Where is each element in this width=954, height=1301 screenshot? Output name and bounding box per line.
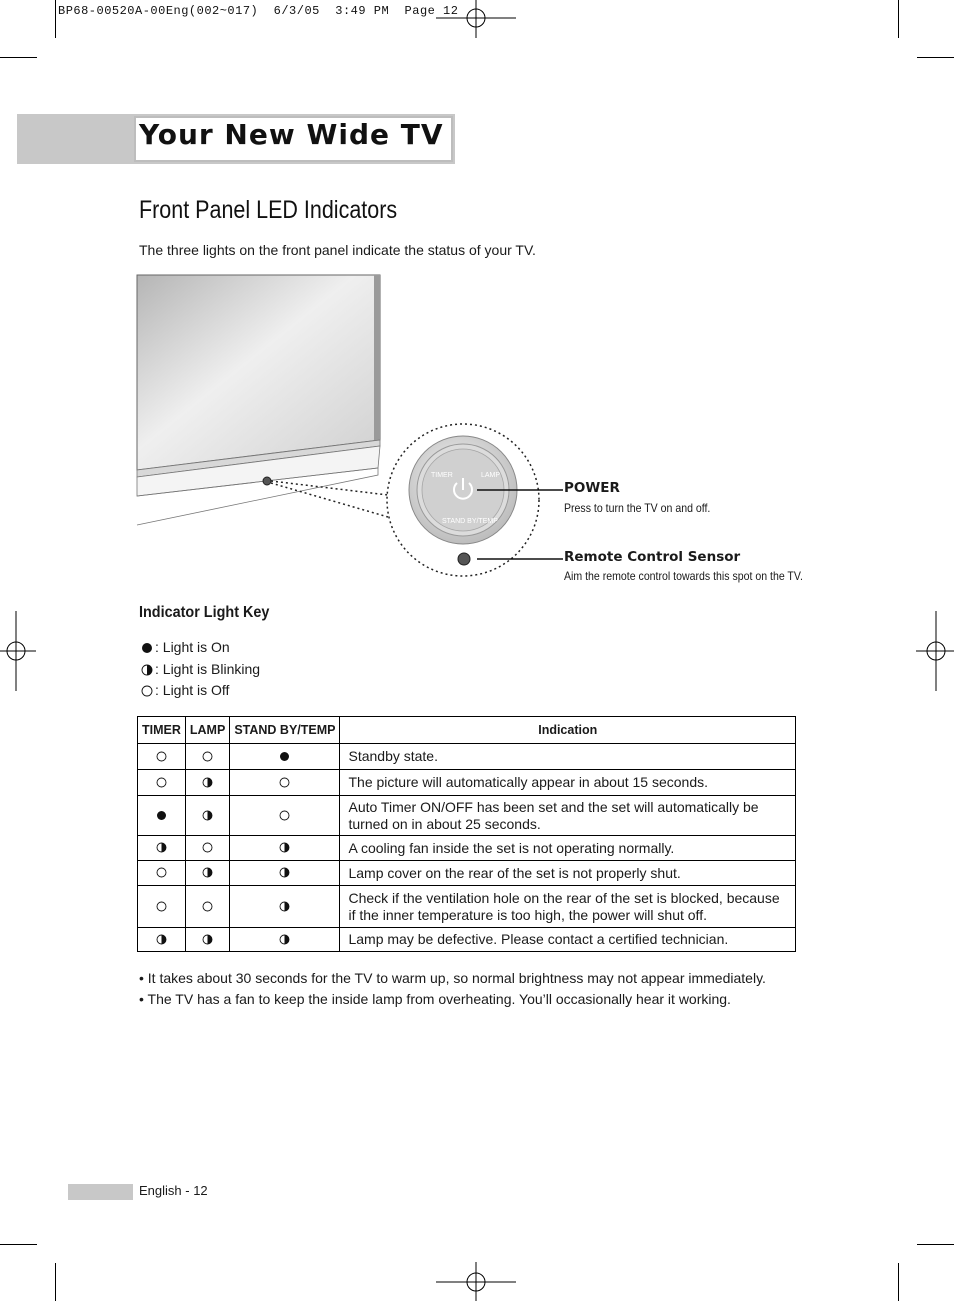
- led-on-icon: [279, 751, 290, 762]
- key-label-off: : Light is Off: [155, 682, 230, 698]
- key-item-on: [141, 639, 230, 655]
- led-blink-icon: [279, 867, 290, 878]
- led-off-icon: [141, 684, 153, 696]
- led-off-icon: [156, 777, 167, 788]
- header-lamp: LAMP: [185, 717, 229, 744]
- lamp-cell: [185, 744, 229, 770]
- led-blink-icon: [279, 934, 290, 945]
- led-blink-icon: [202, 867, 213, 878]
- lamp-cell: [185, 796, 229, 836]
- table-row: [138, 886, 796, 928]
- standby-cell: [230, 886, 340, 928]
- led-off-icon: [156, 867, 167, 878]
- header-indication: Indication: [340, 717, 796, 744]
- timer-cell: [138, 861, 186, 886]
- sensor-callout-desc: Aim the remote control towards this spot on the TV.: [564, 569, 803, 583]
- lamp-cell: [185, 770, 229, 796]
- key-item-blink: [141, 661, 260, 677]
- page-title: Your New Wide TV: [139, 118, 444, 151]
- table-row: [138, 744, 796, 770]
- led-on-icon: [156, 810, 167, 821]
- indication-cell: The picture will automatically appear in about 15 seconds.: [340, 770, 796, 796]
- led-blink-icon: [279, 901, 290, 912]
- lamp-led-label: LAMP: [481, 472, 501, 479]
- timer-cell: [138, 796, 186, 836]
- standby-cell: [230, 836, 340, 861]
- led-blink-icon: [202, 810, 213, 821]
- note-fan: • The TV has a fan to keep the inside lamp from overheating. You’ll occasionally hear it working.: [139, 991, 731, 1007]
- led-blink-icon: [202, 777, 213, 788]
- timer-cell: [138, 886, 186, 928]
- lamp-cell: [185, 861, 229, 886]
- note-warm-up: • It takes about 30 seconds for the TV to warm up, so normal brightness may not appear immediately.: [139, 970, 766, 986]
- table-row: [138, 861, 796, 886]
- led-blink-icon: [156, 842, 167, 853]
- power-callout-title: POWER: [564, 480, 620, 496]
- table-row: [138, 836, 796, 861]
- led-off-icon: [202, 751, 213, 762]
- table-row: [138, 928, 796, 952]
- lamp-cell: [185, 886, 229, 928]
- standby-cell: [230, 744, 340, 770]
- power-callout-desc: Press to turn the TV on and off.: [564, 501, 711, 515]
- led-on-icon: [141, 641, 153, 653]
- timer-cell: [138, 770, 186, 796]
- timer-cell: [138, 744, 186, 770]
- standby-led-label: STAND BY/TEMP: [442, 518, 498, 525]
- timer-led-label: TIMER: [431, 472, 453, 479]
- indication-cell: Check if the ventilation hole on the rear of the set is blocked, because if the inner temperature is too high, the power will shut off.: [340, 886, 796, 928]
- key-label-blink: : Light is Blinking: [155, 661, 261, 677]
- front-panel-illustration: [130, 270, 930, 590]
- led-blink-icon: [156, 934, 167, 945]
- indication-cell: Lamp may be defective. Please contact a certified technician.: [340, 928, 796, 952]
- indicator-table: [137, 716, 796, 952]
- lamp-cell: [185, 928, 229, 952]
- key-title: Indicator Light Key: [139, 604, 270, 621]
- led-off-icon: [156, 901, 167, 912]
- header-timer: TIMER: [138, 717, 186, 744]
- standby-cell: [230, 861, 340, 886]
- led-blink-icon: [279, 842, 290, 853]
- intro-text: The three lights on the front panel indicate the status of your TV.: [139, 242, 536, 258]
- footer-bar: [68, 1184, 133, 1200]
- table-header-row: [138, 717, 796, 744]
- standby-cell: [230, 770, 340, 796]
- indication-cell: Standby state.: [340, 744, 796, 770]
- timer-cell: [138, 928, 186, 952]
- led-off-icon: [156, 751, 167, 762]
- led-off-icon: [202, 901, 213, 912]
- key-label-on: : Light is On: [155, 639, 230, 655]
- print-header: BP68-00520A-00Eng(002~017) 6/3/05 3:49 PM Page 12: [58, 4, 459, 18]
- standby-cell: [230, 796, 340, 836]
- table-body: [138, 744, 796, 952]
- header-standby: STAND BY/TEMP: [230, 717, 340, 744]
- section-title: Front Panel LED Indicators: [139, 196, 398, 224]
- indication-cell: Lamp cover on the rear of the set is not properly shut.: [340, 861, 796, 886]
- indication-cell: A cooling fan inside the set is not operating normally.: [340, 836, 796, 861]
- led-off-icon: [279, 810, 290, 821]
- indication-cell: Auto Timer ON/OFF has been set and the set will automatically be turned on in about 25 seconds.: [340, 796, 796, 836]
- page-number: English - 12: [139, 1183, 208, 1198]
- key-item-off: [141, 682, 229, 698]
- lamp-cell: [185, 836, 229, 861]
- sensor-callout-title: Remote Control Sensor: [564, 549, 741, 565]
- table-row: [138, 770, 796, 796]
- table-row: [138, 796, 796, 836]
- led-off-icon: [279, 777, 290, 788]
- standby-cell: [230, 928, 340, 952]
- led-blink-icon: [141, 663, 153, 675]
- led-off-icon: [202, 842, 213, 853]
- led-blink-icon: [202, 934, 213, 945]
- timer-cell: [138, 836, 186, 861]
